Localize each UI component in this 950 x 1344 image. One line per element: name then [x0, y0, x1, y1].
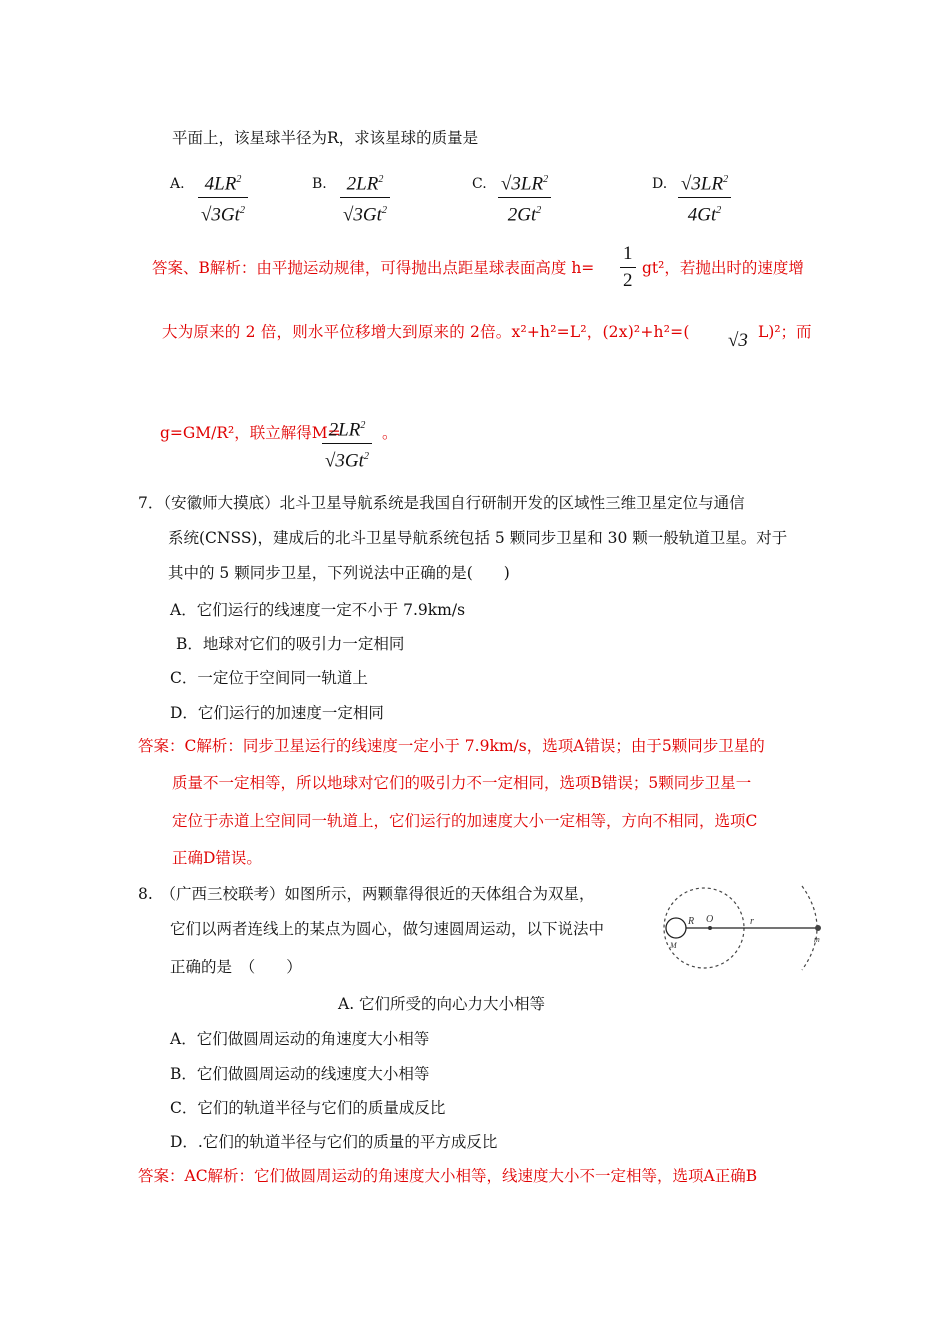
q6-option-c-label: C.: [472, 176, 487, 192]
q6-option-d-num: √3LR: [681, 173, 724, 195]
q7-stem-line3: 其中的 5 颗同步卫星，下列说法中正确的是( ): [168, 564, 510, 582]
q6-answer-half-den: 2: [623, 270, 633, 291]
center-point: [708, 926, 712, 930]
q6-answer-line3-tail: 。: [382, 424, 398, 442]
q6-answer-half: [620, 242, 636, 293]
q7-option-b: B．地球对它们的吸引力一定相同: [176, 635, 405, 653]
q7-answer-line3: 定位于赤道上空间同一轨道上，它们运行的加速度大小一定相等，方向不相同，选项C: [172, 812, 758, 830]
label-R: R: [688, 916, 695, 927]
q8-option-c: C．它们的轨道半径与它们的质量成反比: [170, 1099, 446, 1117]
q8-stem-line3: 正确的是 （ ）: [170, 958, 302, 976]
q6-option-b-num: 2LR: [346, 173, 379, 195]
q7-option-d: D．它们运行的加速度一定相同: [170, 704, 384, 722]
q6-answer-line2-tail: L)²；而: [758, 323, 812, 341]
q7-answer-line1: 答案：C解析：同步卫星运行的线速度一定小于 7.9km/s，选项A错误；由于5颗同步卫星的: [138, 737, 765, 755]
q6-stem-tail: 平面上，该星球半径为R，求该星球的质量是: [172, 129, 479, 147]
label-m: m: [814, 935, 820, 944]
q6-option-c-den: 2Gt: [507, 204, 537, 226]
q7-stem-line2: 系统(CNSS)，建成后的北斗卫星导航系统包括 5 颗同步卫星和 30 颗一般轨道卫星。对于: [168, 529, 788, 547]
q6-option-c-fraction: $√3LR^2$ 2Gt$^2$: [498, 168, 551, 228]
q6-option-a-num: 4LR: [204, 173, 237, 195]
q8-option-a: A．它们做圆周运动的角速度大小相等: [170, 1030, 430, 1048]
q7-stem-line1: 7．（安徽师大摸底）北斗卫星导航系统是我国自行研制开发的区域性三维卫星定位与通信: [138, 494, 745, 512]
q8-option-b: B．它们做圆周运动的线速度大小相等: [170, 1065, 430, 1083]
q8-option-d: D．.它们的轨道半径与它们的质量的平方成反比: [170, 1133, 498, 1151]
q6-option-d-fraction: $√3LR^2$ 4Gt$^2$: [678, 168, 731, 228]
label-O: O: [706, 914, 714, 925]
label-M: M: [670, 941, 677, 950]
q8-stem-line1: 8. （广西三校联考）如图所示，两颗靠得很近的天体组合为双星，: [138, 885, 595, 903]
q7-answer-line2: 质量不一定相等，所以地球对它们的吸引力不一定相同，选项B错误；5颗同步卫星一: [172, 774, 752, 792]
star-big-M: [666, 918, 686, 938]
q6-answer-line2: 大为原来的 2 倍，则水平位移增大到原来的 2倍。x²+h²=L²，(2x)²+h²=(: [162, 323, 690, 341]
q7-answer-line4: 正确D错误。: [172, 849, 262, 867]
star-small-m: [815, 925, 821, 931]
q6-answer-mass-den: √3Gt: [325, 450, 364, 472]
q6-option-a-label: A.: [170, 176, 185, 192]
q6-option-b-den: √3Gt: [343, 204, 382, 226]
q7-option-c: C．一定位于空间同一轨道上: [170, 669, 368, 687]
label-r: r: [750, 916, 754, 927]
q6-option-b-fraction: $2LR^2$ √3Gt$^2$: [340, 168, 390, 228]
q6-option-b-label: B.: [312, 176, 327, 192]
q6-option-c-num: √3LR: [501, 173, 544, 195]
q6-answer-mass-fraction: $2LR^2$ √3Gt$^2$: [322, 414, 372, 474]
q6-answer-line1: 答案、B解析：由平抛运动规律，可得抛出点距星球表面高度 h=: [152, 259, 595, 277]
q7-option-a: A．它们运行的线速度一定不小于 7.9km/s: [170, 601, 466, 619]
q6-option-a-den: √3Gt: [201, 204, 240, 226]
q8-answer-line1: 答案：AC解析：它们做圆周运动的角速度大小相等，线速度大小不一定相等，选项A正确B: [138, 1167, 758, 1185]
q6-option-d-den: 4Gt: [687, 204, 717, 226]
q8-option-0: A. 它们所受的向心力大小相等: [338, 995, 546, 1013]
q6-answer-line1-tail: gt²，若抛出时的速度增: [642, 259, 804, 277]
q6-answer-half-num: 1: [623, 243, 633, 264]
binary-star-figure: [660, 882, 840, 982]
q6-answer-mass-num: 2LR: [328, 419, 361, 441]
q6-answer-line3: g=GM/R²，联立解得M=: [160, 424, 341, 442]
q6-option-a-fraction: $4LR^2$ √3Gt$^2$: [198, 168, 248, 228]
q8-stem-line2: 它们以两者连线上的某点为圆心，做匀速圆周运动，以下说法中: [170, 920, 605, 938]
q6-answer-sqrt3: √3: [728, 330, 748, 351]
q6-option-d-label: D.: [652, 176, 668, 192]
